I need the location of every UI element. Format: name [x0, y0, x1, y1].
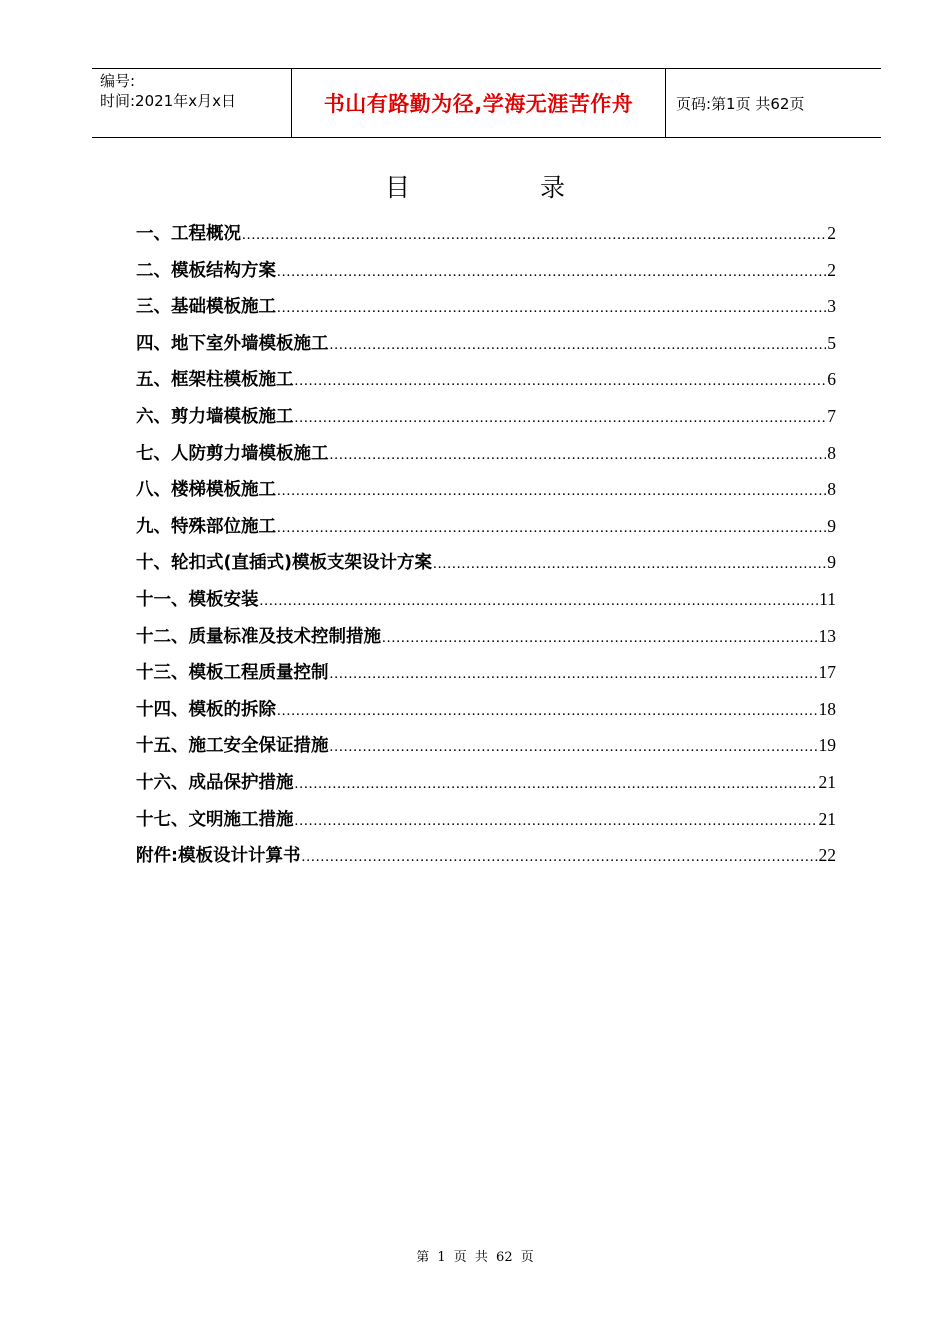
page-footer: 第 1 页 共 62 页	[416, 1250, 534, 1265]
toc-entry[interactable]	[136, 623, 836, 660]
toc-entry[interactable]	[136, 806, 836, 843]
toc-entry-page-number: 21	[818, 808, 836, 829]
header-page-info: 页码:第1页 共62页	[676, 94, 805, 113]
toc-dot-leader	[433, 556, 826, 573]
toc-entry-page-number: 11	[819, 588, 836, 609]
toc-entry[interactable]	[136, 257, 836, 294]
toc-dot-leader	[382, 630, 818, 647]
toc-entry[interactable]	[136, 842, 836, 879]
page-header	[92, 68, 881, 138]
toc-entry-page-number: 9	[827, 515, 836, 536]
toc-title-char-2: 录	[540, 173, 566, 202]
toc-entry[interactable]	[136, 586, 836, 623]
toc-entry[interactable]	[136, 732, 836, 769]
toc-entry-label: 六、剪力墙模板施工	[136, 406, 294, 427]
toc-entry-label: 九、特殊部位施工	[136, 516, 276, 537]
toc-dot-leader	[277, 520, 826, 537]
toc-entry-page-number: 19	[818, 735, 836, 756]
toc-entry-page-number: 17	[818, 662, 836, 683]
toc-entry[interactable]	[136, 330, 836, 367]
toc-entry[interactable]	[136, 696, 836, 733]
toc-entry-label: 十一、模板安装	[136, 589, 259, 610]
toc-entry-page-number: 2	[827, 223, 836, 243]
toc-entry[interactable]	[136, 366, 836, 403]
toc-dot-leader	[277, 264, 826, 281]
toc-entry-label: 二、模板结构方案	[136, 260, 276, 281]
table-of-contents	[136, 220, 836, 879]
toc-entry[interactable]	[136, 659, 836, 696]
toc-entry[interactable]	[136, 293, 836, 330]
document-time: 时间:2021年x月x日	[100, 92, 236, 110]
toc-entry-page-number: 2	[827, 259, 836, 280]
toc-entry-page-number: 5	[827, 332, 836, 353]
toc-entry-label: 十二、质量标准及技术控制措施	[136, 626, 381, 647]
toc-entry[interactable]	[136, 440, 836, 477]
toc-dot-leader	[295, 410, 827, 427]
toc-entry-page-number: 21	[818, 771, 836, 792]
toc-entry-label: 八、楼梯模板施工	[136, 480, 276, 501]
toc-entry-page-number: 7	[827, 405, 836, 426]
document-number-label: 编号:	[100, 72, 136, 90]
toc-entry[interactable]	[136, 403, 836, 440]
toc-entry-page-number: 6	[827, 369, 836, 390]
toc-dot-leader	[330, 447, 827, 464]
header-meta	[92, 69, 292, 137]
toc-entry[interactable]	[136, 513, 836, 550]
toc-dot-leader	[277, 703, 818, 720]
toc-entry[interactable]	[136, 220, 836, 257]
toc-entry-label: 四、地下室外墙模板施工	[136, 333, 329, 354]
toc-dot-leader	[277, 300, 826, 317]
toc-entry-label: 七、人防剪力墙模板施工	[136, 443, 329, 464]
toc-entry-label: 一、工程概况	[136, 224, 241, 244]
toc-dot-leader	[330, 666, 818, 683]
toc-dot-leader	[330, 739, 818, 756]
toc-title	[0, 168, 950, 204]
toc-entry-label: 十、轮扣式(直插式)模板支架设计方案	[136, 553, 432, 574]
toc-entry-page-number: 8	[827, 442, 836, 463]
toc-entry-label: 十七、文明施工措施	[136, 809, 294, 830]
toc-entry-page-number: 9	[827, 552, 836, 573]
toc-entry-page-number: 8	[827, 479, 836, 500]
toc-dot-leader	[295, 813, 818, 830]
toc-dot-leader	[302, 849, 818, 866]
toc-entry-label: 十五、施工安全保证措施	[136, 736, 329, 757]
toc-title-char-1: 目	[384, 173, 410, 202]
toc-entry-label: 十四、模板的拆除	[136, 699, 276, 720]
toc-entry-label: 十三、模板工程质量控制	[136, 663, 329, 684]
toc-entry[interactable]	[136, 476, 836, 513]
toc-entry-label: 五、框架柱模板施工	[136, 370, 294, 391]
toc-dot-leader	[330, 337, 827, 354]
toc-entry[interactable]	[136, 769, 836, 806]
toc-dot-leader	[277, 483, 826, 500]
toc-entry-label: 三、基础模板施工	[136, 297, 276, 318]
toc-entry[interactable]	[136, 549, 836, 586]
toc-dot-leader	[295, 776, 818, 793]
toc-dot-leader	[295, 373, 827, 390]
toc-dot-leader	[260, 593, 819, 610]
toc-entry-page-number: 18	[818, 698, 836, 719]
toc-entry-page-number: 22	[818, 845, 836, 866]
toc-entry-label: 附件:模板设计计算书	[136, 846, 301, 867]
toc-dot-leader	[242, 227, 826, 244]
toc-entry-label: 十六、成品保护措施	[136, 772, 294, 793]
header-motto: 书山有路勤为径,学海无涯苦作舟	[292, 69, 666, 137]
toc-entry-page-number: 13	[818, 625, 836, 646]
toc-entry-page-number: 3	[827, 296, 836, 317]
